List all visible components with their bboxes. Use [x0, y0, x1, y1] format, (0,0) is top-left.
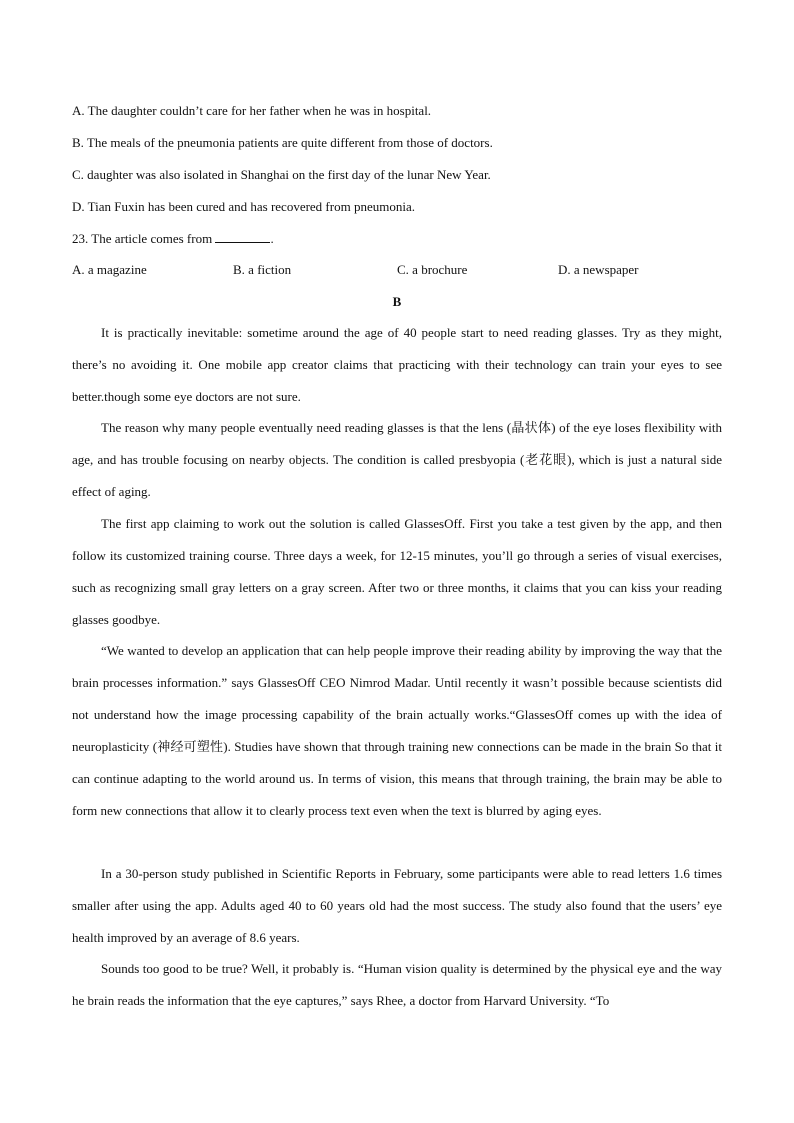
option-d-q23: D. a newspaper [558, 262, 639, 277]
question-23-prefix: 23. The article comes from [72, 231, 216, 246]
question-23 [72, 231, 274, 247]
option-c-q22: C. daughter was also isolated in Shanghai on the first day of the lunar New Year. [72, 167, 491, 182]
option-d-q22: D. Tian Fuxin has been cured and has recovered from pneumonia. [72, 199, 415, 214]
paragraph-4: “We wanted to develop an application that can help people improve their reading ability by improving the way that the brain processes information.” says GlassesOff CEO Nimrod Madar. Until recently it wasn’t possible because scientists did not understand how the image processing capability of the brain actually works.“GlassesOff comes up with the idea of neuroplasticity (神经可塑性). Studies have shown that through training new connections can be made in the brain So that it can continue adapting to the world around us. In terms of vision, this means that through training, the brain may be able to form new connections that allow it to clearly process text even when the text is blurred by aging eyes. [72, 643, 722, 818]
question-23-suffix: . [270, 231, 274, 246]
paragraph-5: In a 30-person study published in Scientific Reports in February, some participants were able to read letters 1.6 times smaller after using the app. Adults aged 40 to 60 years old had the most success. The study also found that the users’ eye health improved by an average of 8.6 years. [72, 866, 722, 945]
option-a-q22: A. The daughter couldn’t care for her father when he was in hospital. [72, 103, 432, 118]
option-a-q23: A. a magazine [72, 262, 147, 277]
paragraph-6: Sounds too good to be true? Well, it probably is. “Human vision quality is determined by the physical eye and the way he brain reads the information that the eye captures,” says Rhee, a doctor from Harvard University. “To [72, 961, 722, 1008]
paragraph-3: The first app claiming to work out the solution is called GlassesOff. First you take a test given by the app, and then follow its customized training course. Three days a week, for 12-15 minutes, you’ll go through a series of visual exercises, such as recognizing small gray letters on a gray screen. After two or three months, it claims that you can kiss your reading glasses goodbye. [72, 516, 722, 627]
option-b-q23: B. a fiction [233, 262, 292, 277]
question-23-options [72, 262, 722, 278]
paragraph-2: The reason why many people eventually need reading glasses is that the lens (晶状体) of the eye loses flexibility with age, and has trouble focusing on nearby objects. The condition is called presbyopia (老花眼), which is just a natural side effect of aging. [72, 420, 722, 499]
section-heading: B [392, 294, 402, 309]
paragraph-1: It is practically inevitable: sometime around the age of 40 people start to need reading glasses. Try as they might, there’s no avoiding it. One mobile app creator claims that practicing with their technology can train your eyes to see better.though some eye doctors are not sure. [72, 325, 722, 404]
option-b-q22: B. The meals of the pneumonia patients are quite different from those of doctors. [72, 135, 493, 150]
option-c-q23: C. a brochure [397, 262, 468, 277]
answer-blank [215, 231, 270, 243]
